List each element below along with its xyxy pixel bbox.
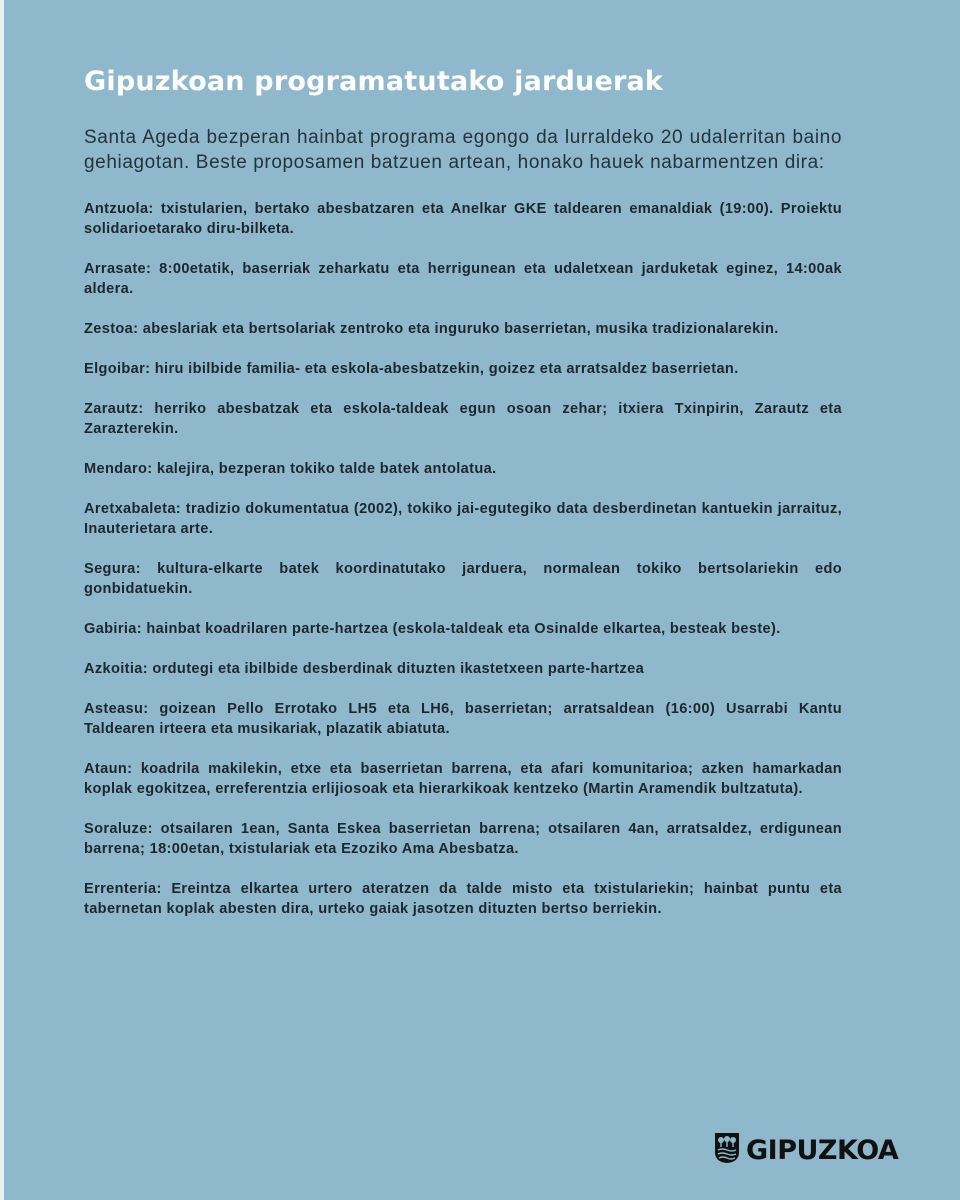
list-item: Aretxabaleta: tradizio dokumentatua (2002), tokiko jai-egutegiko data desberdinetan kantuekin jarraituz, Inauterietara arte. [84,501,842,537]
list-item: Arrasate: 8:00etatik, baserriak zeharkatu eta herrigunean eta udaletxean jarduketak eginez, 14:00ak aldera. [84,261,842,297]
list-item: Ataun: koadrila makilekin, etxe eta baserrietan barrena, eta afari komunitarioa; azken hamarkadan koplak egokitzea, erreferentzia erlijiosoak eta hierarkikoak kentzeko (Martin Aramendik bultzatuta). [84,761,842,797]
coat-of-arms-icon [714,1132,740,1168]
list-item: Asteasu: goizean Pello Errotako LH5 eta LH6, baserrietan; arratsaldean (16:00) Usarrabi Kantu Taldearen irteera eta musikariak, plazatik abiatuta. [84,701,842,737]
list-item: Mendaro: kalejira, bezperan tokiko talde batek antolatua. [84,461,497,477]
list-item: Antzuola: txistularien, bertako abesbatzaren eta Anelkar GKE taldearen emanaldiak (19:00). Proiektu solidarioetarako diru-bilketa. [84,201,842,237]
page-title: Gipuzkoan programatutako jarduerak [84,66,664,97]
gipuzkoa-logo [714,1132,898,1168]
logo-wordmark: GIPUZKOA [746,1134,899,1166]
left-edge-stripe [0,0,4,1200]
list-item: Azkoitia: ordutegi eta ibilbide desberdinak dituzten ikastetxeen parte-hartzea [84,661,645,677]
list-item: Zestoa: abeslariak eta bertsolariak zentroko eta inguruko baserrietan, musika tradizionalarekin. [84,321,779,337]
activity-list [84,199,842,919]
list-item: Errenteria: Ereintza elkartea urtero ateratzen da talde misto eta txistulariekin; hainbat puntu eta tabernetan koplak abesten dira, urteko gaiak jasotzen dituzten bertso berriekin. [84,881,842,917]
intro-paragraph: Santa Ageda bezperan hainbat programa egongo da lurraldeko 20 udalerritan baino gehiagotan. Beste proposamen batzuen artean, honako hauek nabarmentzen dira: [84,127,842,173]
list-item: Segura: kultura-elkarte batek koordinatutako jarduera, normalean tokiko bertsolariekin edo gonbidatuekin. [84,561,842,597]
list-item: Gabiria: hainbat koadrilaren parte-hartzea (eskola-taldeak eta Osinalde elkartea, besteak beste). [84,621,781,637]
list-item: Zarautz: herriko abesbatzak eta eskola-taldeak egun osoan zehar; itxiera Txinpirin, Zarautz eta Zarazterekin. [84,401,842,437]
list-item: Soraluze: otsailaren 1ean, Santa Eskea baserrietan barrena; otsailaren 4an, arratsaldez, erdigunean barrena; 18:00etan, txistulariak eta Ezoziko Ama Abesbatza. [84,821,842,857]
article [84,64,842,939]
list-item: Elgoibar: hiru ibilbide familia- eta eskola-abesbatzekin, goizez eta arratsaldez baserrietan. [84,361,739,377]
